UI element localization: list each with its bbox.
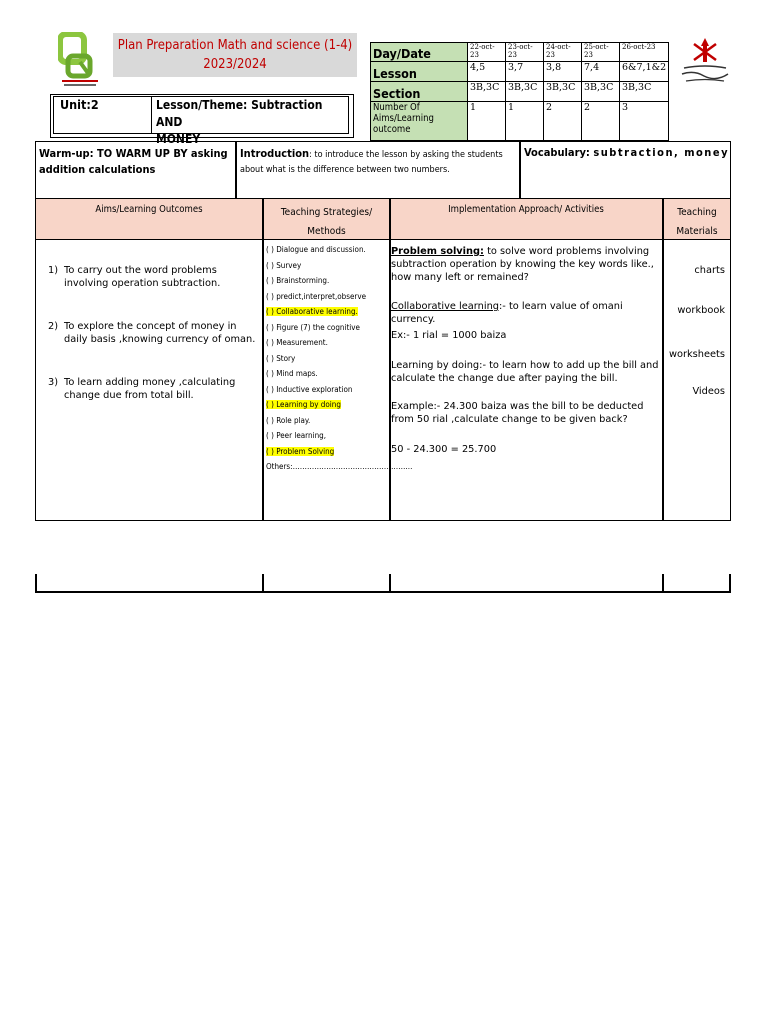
material-item: workbook	[677, 305, 725, 316]
aim-item	[48, 376, 258, 402]
implementation-content	[391, 245, 661, 456]
strategy-item	[266, 413, 386, 429]
lesson-cell: 6&7,1&2	[620, 62, 669, 82]
aim-number: 2)	[48, 321, 59, 332]
strategy-item	[266, 459, 413, 475]
footer-divider	[729, 574, 731, 592]
row-label-aims: Number Of Aims/Learning outcome	[371, 102, 468, 141]
schedule-row-lesson	[371, 62, 669, 82]
header-materials: Teaching Materials	[676, 207, 718, 237]
footer-line	[35, 591, 731, 593]
strategy-item	[266, 304, 386, 320]
date-cell: 25-oct-23	[582, 43, 620, 62]
strategy-item	[266, 320, 386, 336]
quality-management-logo	[58, 32, 102, 90]
impl-problem-solving-label: Problem solving:	[391, 246, 484, 257]
impl-calculation: 50 - 24.300 = 25.700	[391, 444, 497, 455]
warmup-divider	[235, 142, 237, 198]
section-cell: 3B,3C	[620, 82, 669, 102]
header-strategies: Teaching Strategies/ Methods	[280, 207, 373, 237]
footer-divider	[262, 574, 264, 592]
introduction-body: : to introduce the lesson by asking the students about what is the difference between two numbers.	[240, 150, 503, 175]
lesson-cell: 3,8	[544, 62, 582, 82]
impl-collaborative-text: :- to learn value of omani currency.	[391, 301, 623, 325]
warmup-text: Warm-up: TO WARM UP BY asking addition calculations	[39, 147, 228, 176]
strategy-item	[266, 397, 386, 413]
plan-title-line1: Plan Preparation Math and science (1-4)	[117, 38, 353, 53]
strategy-item	[266, 242, 386, 258]
strategy-item	[266, 428, 386, 444]
footer-divider	[389, 574, 391, 592]
footer-divider	[35, 574, 37, 592]
strategy-text: ( ) Measurement.	[266, 338, 328, 347]
material-item: Videos	[692, 386, 725, 397]
material-item: charts	[694, 265, 725, 276]
section-cell: 3B,3C	[506, 82, 544, 102]
strategy-item	[266, 382, 386, 398]
strategy-text: ( ) Story	[266, 353, 296, 363]
impl-collaborative	[391, 300, 661, 326]
date-cell: 22-oct-23	[468, 43, 506, 62]
row-label-lesson: Lesson	[371, 62, 468, 82]
strategy-item	[266, 273, 386, 289]
strategy-text: ( ) Figure (7) the cognitive	[266, 322, 360, 332]
date-cell: 24-oct-23	[544, 43, 582, 62]
lesson-cell: 3,7	[506, 62, 544, 82]
unit-divider	[151, 96, 152, 134]
aim-text: To learn adding money ,calculating change due from total bill.	[64, 377, 236, 401]
row-label-date: Day/Date	[371, 43, 468, 62]
strategy-text: ( ) Survey	[266, 260, 302, 270]
plan-title	[113, 33, 357, 77]
aim-item	[48, 320, 258, 346]
strategies-list	[266, 242, 413, 475]
vocabulary-words: subtraction, money	[593, 146, 730, 159]
strategy-text: ( ) Mind maps.	[266, 369, 318, 378]
section-cell: 3B,3C	[582, 82, 620, 102]
aim-number: 1)	[48, 265, 59, 276]
lesson-cell: 4,5	[468, 62, 506, 82]
aim-text: To explore the concept of money in daily basis ,knowing currency of oman.	[64, 321, 256, 345]
strategy-item	[266, 351, 386, 367]
aims-count-cell: 2	[544, 102, 582, 141]
aims-count-cell: 2	[582, 102, 620, 141]
ministry-emblem-icon	[680, 34, 730, 86]
strategy-text: ( ) Peer learning,	[266, 431, 326, 440]
aims-count-cell: 1	[468, 102, 506, 141]
material-item: worksheets	[668, 349, 725, 360]
lesson-theme-line1: Lesson/Theme: Subtraction AND	[156, 98, 323, 129]
introduction-label: Introduction	[240, 147, 310, 160]
aims-count-cell: 3	[620, 102, 669, 141]
strategy-item	[266, 258, 386, 274]
date-cell: 23-oct-23	[506, 43, 544, 62]
schedule-table	[370, 42, 669, 141]
impl-example-bill: Example:- 24.300 baiza was the bill to be deducted from 50 rial ,calculate change to be given back?	[391, 401, 644, 425]
impl-problem-solving	[391, 245, 661, 284]
strategy-text: ( ) Role play.	[266, 415, 311, 425]
impl-example-rial: Ex:- 1 rial = 1000 baiza	[391, 330, 507, 341]
schedule-row-section	[371, 82, 669, 102]
strategy-item	[266, 289, 386, 305]
lesson-theme-line2: MONEY	[156, 132, 201, 146]
impl-learning-by-doing: Learning by doing:- to learn how to add up the bill and calculate the change due after paying the bill.	[391, 360, 659, 384]
aims-list	[48, 264, 258, 402]
aims-count-cell: 1	[506, 102, 544, 141]
impl-collaborative-label: Collaborative learning	[391, 301, 499, 312]
lesson-cell: 7,4	[582, 62, 620, 82]
strategy-text: ( ) Brainstorming.	[266, 276, 330, 285]
aim-text: To carry out the word problems involving operation subtraction.	[64, 265, 221, 289]
introduction-text	[240, 146, 518, 178]
strategy-item	[266, 335, 386, 351]
aim-item	[48, 264, 258, 290]
header-implementation: Implementation Approach/ Activities	[448, 204, 604, 215]
strategy-text: ( ) Learning by doing	[266, 400, 341, 409]
plan-title-line2: 2023/2024	[203, 57, 267, 72]
column-divider	[262, 199, 264, 520]
strategy-text: ( ) Inductive exploration	[266, 384, 353, 394]
unit-label: Unit:2	[60, 97, 99, 112]
row-label-section: Section	[371, 82, 468, 102]
intro-divider	[519, 142, 521, 198]
impl-problem-solving-text: to solve word problems involving subtraction operation by knowing the key words like., how many left or remained?	[391, 246, 654, 283]
section-cell: 3B,3C	[544, 82, 582, 102]
schedule-row-date	[371, 43, 669, 62]
schedule-row-aims	[371, 102, 669, 141]
strategy-item	[266, 444, 386, 460]
strategy-text: ( ) Collaborative learning.	[266, 307, 358, 316]
section-cell: 3B,3C	[468, 82, 506, 102]
strategy-item	[266, 366, 386, 382]
aim-number: 3)	[48, 377, 59, 388]
strategy-text: ( ) predict,interpret,observe	[266, 291, 367, 301]
date-cell: 26-oct-23	[620, 43, 669, 62]
strategy-text: ( ) Problem Solving	[266, 446, 335, 456]
vocabulary-label: Vocabulary:	[524, 146, 590, 159]
strategy-text: ( ) Dialogue and discussion.	[266, 245, 366, 254]
strategy-text: Others:…………………………………………..	[266, 462, 413, 471]
vocabulary-text	[524, 146, 729, 159]
header-aims: Aims/Learning Outcomes	[95, 204, 203, 215]
footer-divider	[662, 574, 664, 592]
